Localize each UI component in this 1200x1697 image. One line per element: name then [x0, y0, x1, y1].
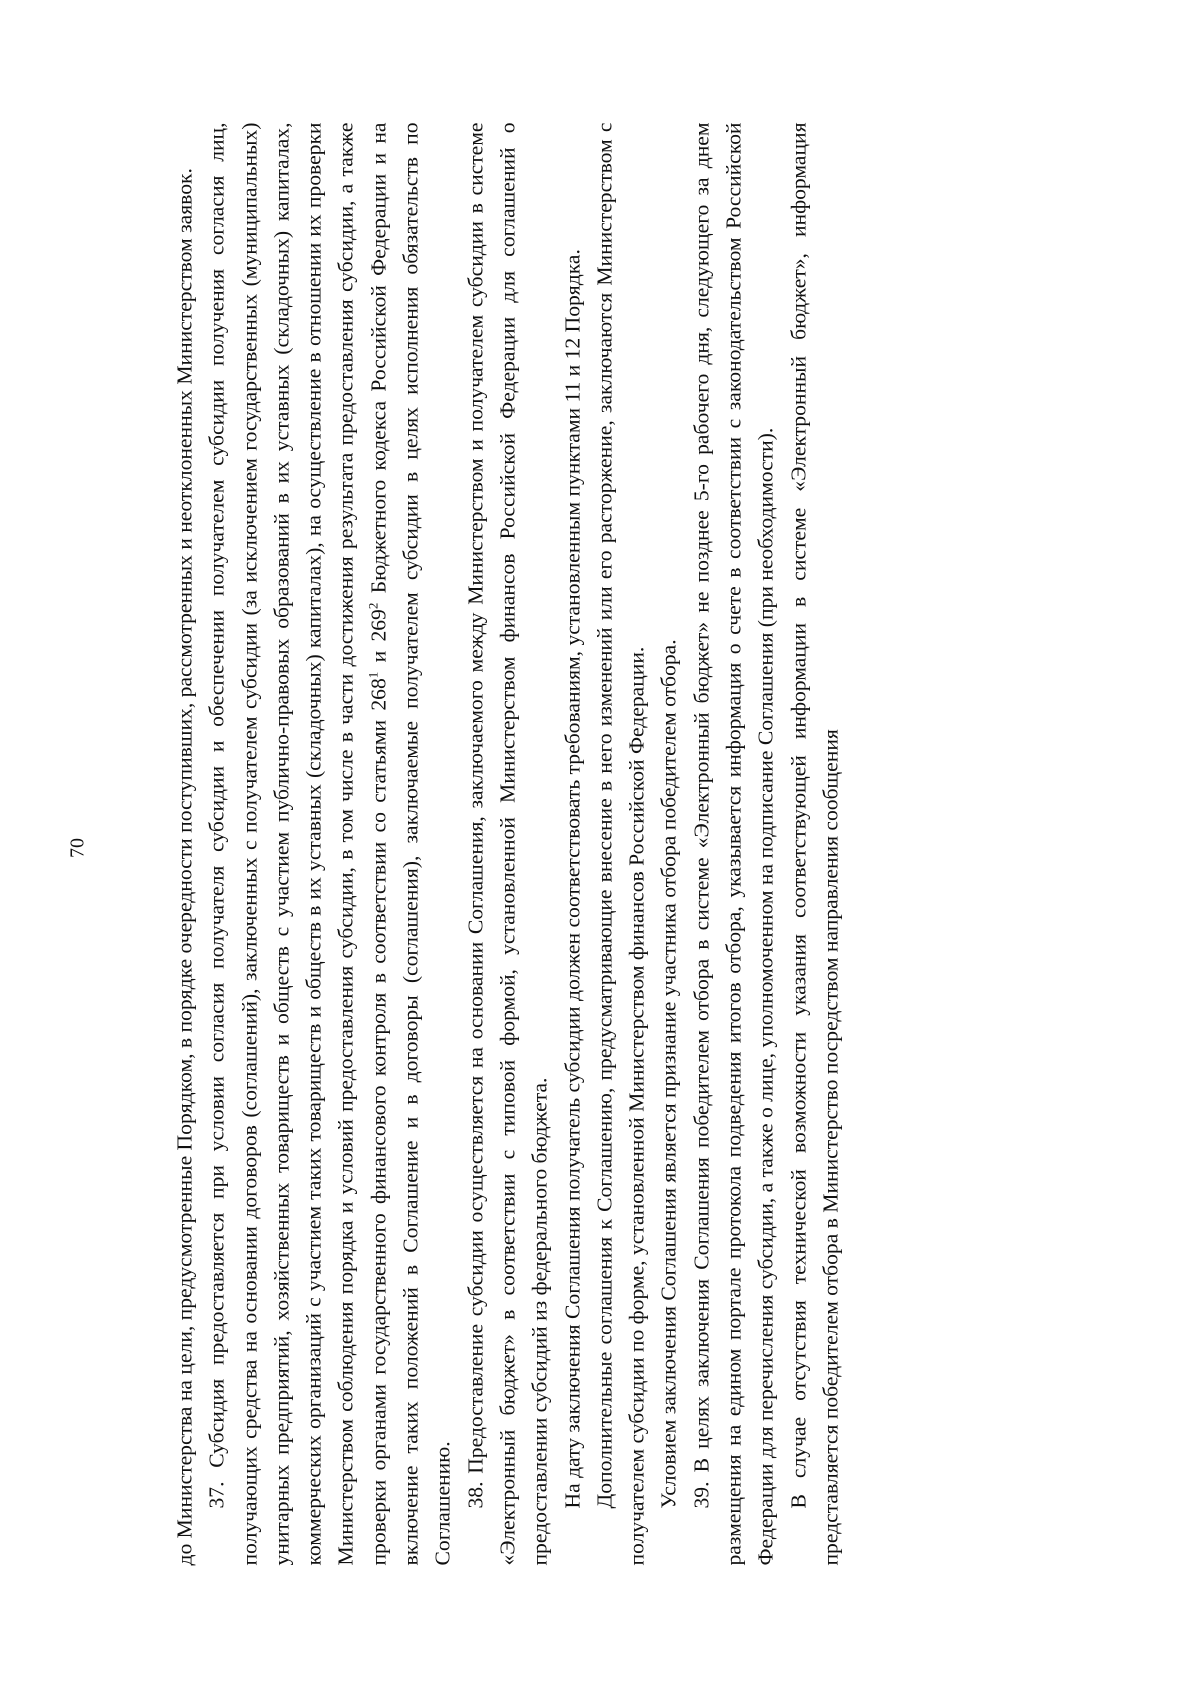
paragraph-39: 39. В целях заключения Соглашения победителем отбора в системе «Электронный бюджет» не позднее 5-го рабочего дня, следующего за днем размещения на едином портале протокола подведения итогов отбора, указывается информация о счете в соответствии с законодательством Российской Федерации для перечисления субсидии, а также о лице, уполномоченном на подписание Соглашения (при необходимости).	[689, 122, 778, 1566]
paragraph-agreement-date: На дату заключения Соглашения получатель субсидии должен соответствовать требованиям, установленным пунктами 11 и 12 Порядка.	[560, 249, 585, 1509]
article-269-superscript: 2	[365, 602, 381, 610]
paragraph-37-text: 37. Субсидия предоставляется при условии согласия получателя субсидии и обеспечении получателем субсидии получения согласия лиц, получающих средства на основании договоров (соглашений), заключенных с получателем субсидии (за исключением государственных (муниципальных) унитарных предприятий, хозяйственных товариществ и обществ с участием публично-правовых образований в их уставных (складочных) капиталах, коммерческих организаций с участием таких товариществ и обществ в их уставных (складочных) капиталах), на осуществление в отношении их проверки Министерством соблюдения порядка и условий предоставления субсидии, в том числе в части достижения результата предоставления субсидии, а также проверки органами государственного финансового контроля в соответствии со статьями	[204, 122, 391, 1566]
document-body	[169, 123, 847, 1566]
paragraph-38: 38. Предоставление субсидии осуществляется на основании Соглашения, заключаемого между Министерством и получателем субсидии в системе «Электронный бюджет» в соответствии с типовой формой, установленной Министерством финансов Российской Федерации для соглашений о предоставлении субсидий из федерального бюджета.	[463, 122, 552, 1566]
article-268-ref: 268	[366, 678, 391, 711]
paragraph-37-conjunction: и	[366, 641, 391, 672]
paragraph-continuation: до Министерства на цели, предусмотренные Порядком, в порядке очередности поступивших, рассмотренных и неотклоненных Министерством заявок.	[172, 168, 197, 1566]
page-number: 70	[66, 838, 89, 858]
paragraph-37-tail: Бюджетного кодекса Российской Федерации и на включение таких положений в Соглашение и в договоры (соглашения), заключаемые получателем субсидии в целях исполнения обязательств по Соглашению.	[366, 122, 455, 1566]
paragraph-no-technical-possibility: В случае отсутствия технической возможности указания соответствующей информации в системе «Электронный бюджет», информация представляется победителем отбора в Министерство посредством направления сообщения	[786, 122, 843, 1566]
article-268-superscript: 1	[365, 671, 381, 679]
article-269-ref: 269	[366, 609, 391, 642]
paragraph-condition: Условием заключения Соглашения является признание участника отбора победителем отбора.	[656, 639, 681, 1509]
paragraph-37	[201, 123, 459, 1566]
document-page	[1, 0, 1200, 1697]
paragraph-additional-agreements: Дополнительные соглашения к Соглашению, предусматривающие внесение в него изменений или его расторжение, заключаются Министерством с получателем субсидии по форме, установленной Министерством финансов Российской Федерации.	[592, 122, 649, 1566]
